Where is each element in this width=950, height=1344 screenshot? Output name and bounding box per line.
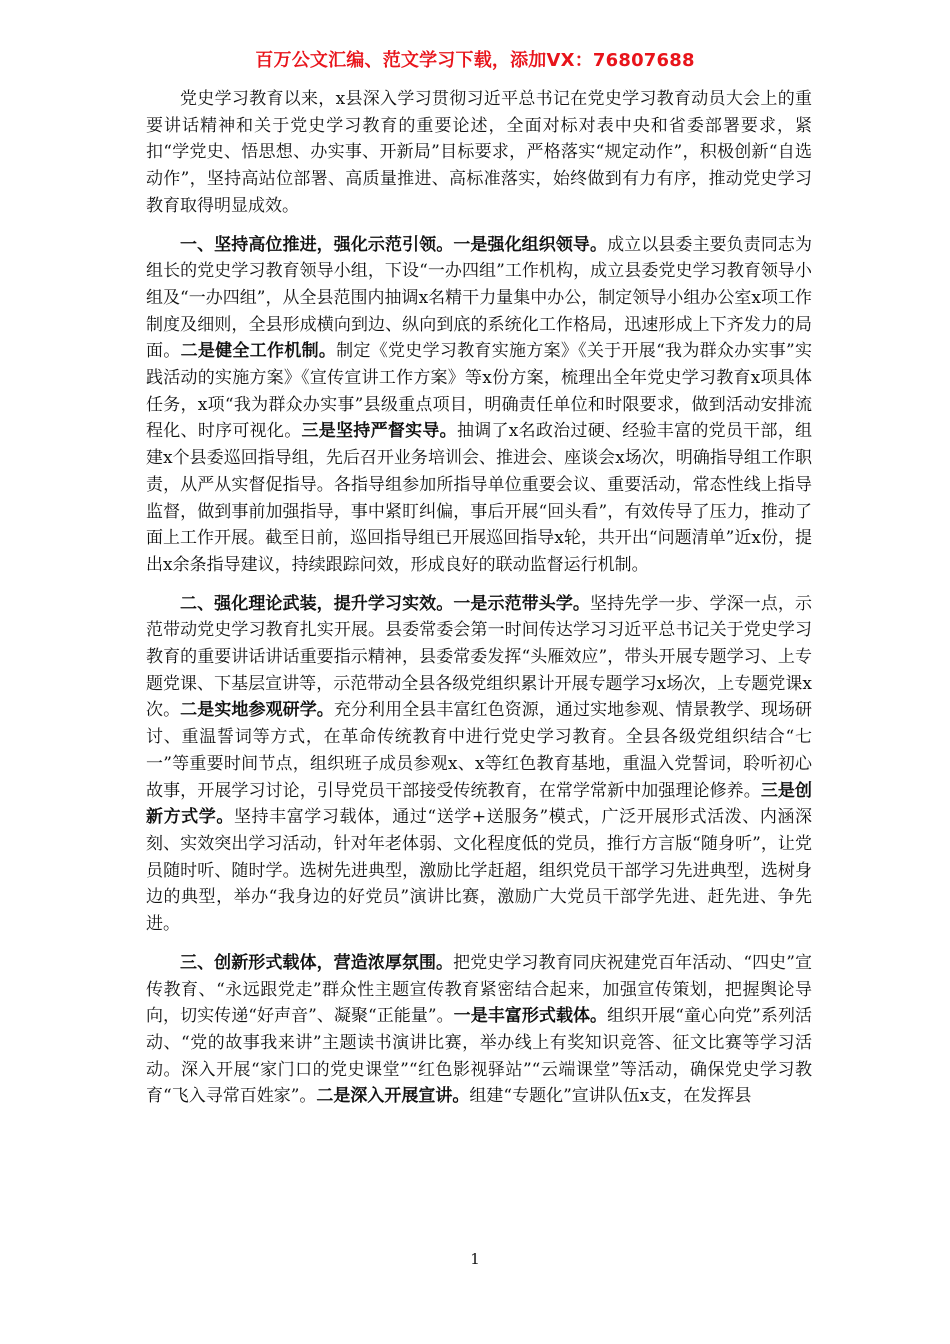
document-body (146, 86, 812, 1122)
paragraph-text: 坚持先学一步、学深一点，示范带动党史学习教育扎实开展。县委常委会第一时间传达学习习近平总书记关于党史学习教育的重要讲话讲话重要指示精神，县委常委发挥“头雁效应”，带头开展专题学习、上专题党课、下基层宣讲等，示范带动全县各级党组织累计开展专题学习x场次，上专题党课x次。 (146, 593, 813, 721)
paragraph-text: 坚持丰富学习载体，通过“送学+送服务”模式，广泛开展形式活泼、内涵深刻、实效突出学习活动，针对年老体弱、文化程度低的党员，推行方言版“随身听”，让党员随时听、随时学。选树先进典型，激励比学赶超，组织党员干部学习先进典型，选树身边的典型，举办“我身边的好党员”演讲比赛，激励广大党员干部学先进、赶先进、争先进。 (146, 807, 813, 935)
section-heading: 二、强化理论武装，提升学习实效。 (180, 593, 454, 614)
subpoint-heading: 二是实地参观研学。 (180, 700, 334, 721)
paragraph-text: 组织开展“童心向党”系列活动、“党的故事我来讲”主题读书演讲比赛，举办线上有奖知识竞答、征文比赛等学习活动。深入开展“家门口的党史课堂”“红色影视驿站”“云端课堂”等活动，确保党史学习教育“飞入寻常百姓家”。 (146, 1006, 812, 1107)
paragraph-text: 制定《党史学习教育实施方案》《关于开展“我为群众办实事”实践活动的实施方案》《宣传宣讲工作方案》等x份方案，梳理出全年党史学习教育x项具体任务，x项“我为群众办实事”县级重点项目，明确责任单位和时限要求，做到活动安排流程化、时序可视化。 (146, 341, 813, 442)
paragraph-text: 成立以县委主要负责同志为组长的党史学习教育领导小组，下设“一办四组”工作机构，成立县委党史学习教育领导小组及“一办四组”，从全县范围内抽调x名精干力量集中办公，制定领导小组办公室x项工作制度及细则，全县形成横向到边、纵向到底的系统化工作格局，迅速形成上下齐发力的局面。 (146, 234, 813, 362)
paragraph-text: 党史学习教育以来，x县深入学习贯彻习近平总书记在党史学习教育动员大会上的重要讲话精神和关于党史学习教育的重要论述，全面对标对表中央和省委部署要求，紧扣“学党史、悟思想、办实事、开新局”目标要求，严格落实“规定动作”，积极创新“自选动作”，坚持高站位部署、高质量推进、高标准落实，始终做到有力有序，推动党史学习教育取得明显成效。 (146, 89, 812, 216)
subpoint-heading: 三是创新方式学。 (146, 780, 813, 828)
paragraph-section-2 (146, 591, 812, 938)
page-number: 1 (470, 1250, 480, 1268)
paragraph-text: 充分利用全县丰富红色资源，通过实地参观、情景教学、现场研讨、重温誓词等方式，在革命传统教育中进行党史学习教育。全县各级党组织结合“七一”等重要时间节点，组织班子成员参观x、x等红色教育基地，重温入党誓词，聆听初心故事，开展学习讨论，引导党员干部接受传统教育，在常学常新中加强理论修养。 (146, 700, 813, 801)
promo-header: 百万公文汇编、范文学习下载，添加VX：76807688 (255, 50, 695, 71)
section-heading: 三、创新形式载体，营造浓厚氛围。 (180, 952, 454, 973)
subpoint-heading: 一是丰富形式载体。 (453, 1006, 608, 1027)
paragraph-text: 把党史学习教育同庆祝建党百年活动、“四史”宣传教育、“永远跟党走”群众性主题宣传教育紧密结合起来，加强宣传策划，把握舆论导向，切实传递“好声音”、凝聚“正能量”。 (146, 952, 813, 1027)
paragraph-text: 抽调了x名政治过硬、经验丰富的党员干部，组建x个县委巡回指导组，先后召开业务培训会、推进会、座谈会x场次，明确指导组工作职责，从严从实督促指导。各指导组参加所指导单位重要会议、重要活动，常态性线上指导监督，做到事前加强指导，事中紧盯纠偏，事后开展“回头看”，有效传导了压力，推动了面上工作开展。截至日前，巡回指导组已开展巡回指导x轮，共开出“问题清单”近x份，提出x余条指导建议，持续跟踪问效，形成良好的联动监督运行机制。 (146, 421, 813, 575)
paragraph-section-1 (146, 232, 812, 579)
paragraph-section-3 (146, 950, 812, 1110)
subpoint-heading: 三是坚持严督实导。 (301, 421, 457, 442)
subpoint-heading: 一是示范带头学。 (453, 593, 591, 614)
subpoint-heading: 二是健全工作机制。 (180, 341, 337, 362)
subpoint-heading: 一是强化组织领导。 (453, 234, 608, 255)
subpoint-heading: 二是深入开展宣讲。 (316, 1086, 470, 1107)
paragraph-text: 组建“专题化”宣讲队伍x支，在发挥县 (469, 1086, 752, 1107)
section-heading: 一、坚持高位推进，强化示范引领。 (180, 234, 454, 255)
paragraph-intro (146, 86, 812, 220)
